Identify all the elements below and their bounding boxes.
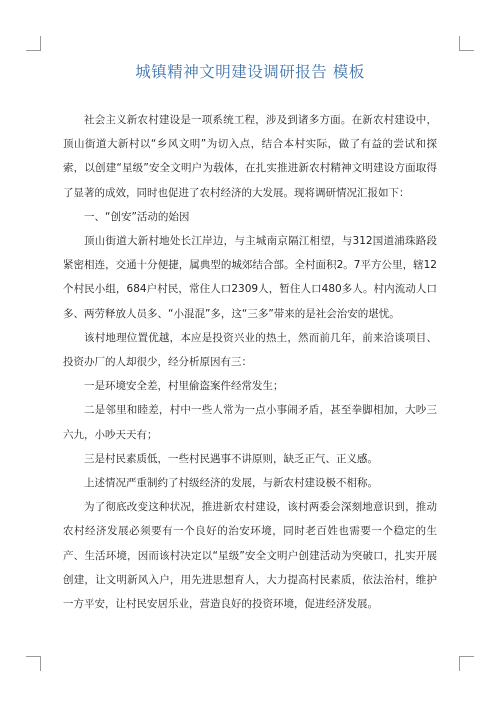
page-corner-mark-top-right — [459, 36, 474, 51]
paragraph-village-profile: 顶山街道大新村地处长江岸边，与主城南京隔江相望，与312国道浦珠路段紧密相连，交通十分便捷，属典型的城郊结合部。全村面积2。7平方公里，辖12个村民小组，684户村民，常住人口2309人，暂住人口480多人。村内流动人口多、两劳释放人员多、“小混混”多，这“三多”带来的是社会治安的堪忧。 — [63, 235, 437, 320]
paragraph-intro: 社会主义新农村建设是一项系统工程，涉及到诸多方面。在新农村建设中，顶山街道大新村以“乡风文明”为切入点，结合本村实际，做了有益的尝试和探索，以创建“星级”安全文明户为载体，在扎实推进新农村精神文明建设方面取得了显著的成效，同时也促进了农村经济的大发展。现将调研情况汇报如下： — [63, 114, 437, 199]
page-corner-mark-bottom-left — [26, 656, 41, 671]
paragraph-reason-three: 三是村民素质低，一些村民遇事不讲原则，缺乏正气、正义感。 — [84, 452, 378, 465]
paragraph-reasons-intro: 该村地理位置优越，本应是投资兴业的热土，然而前几年，前来洽谈项目、投资办厂的人却很少，经分析原因有三： — [63, 331, 437, 369]
paragraph-reason-one: 一是环境安全差，村里偷盗案件经常发生； — [84, 380, 284, 393]
document-title: 城镇精神文明建设调研报告 模板 — [135, 63, 365, 81]
page-corner-mark-top-left — [26, 36, 41, 51]
document-body — [63, 60, 437, 616]
page-corner-mark-bottom-right — [459, 656, 474, 671]
paragraph-action: 为了彻底改变这种状况，推进新农村建设，该村两委会深刻地意识到，推动农村经济发展必须要有一个良好的治安环境，同时老百姓也需要一个稳定的生产、生活环境，因而该村决定以“星级”安全文明户创建活动为突破口，扎实开展创建，让文明新风入户，用先进思想育人，大力提高村民素质，依法治村，维护一方平安，让村民安居乐业，营造良好的投资环境，促进经济发展。 — [63, 501, 437, 611]
paragraph-reason-two: 二是邻里和睦差，村中一些人常为一点小事闹矛盾，甚至拳脚相加，大吵三六九，小吵天天有； — [63, 404, 437, 441]
paragraph-summary: 上述情况严重制约了村级经济的发展，与新农村建设极不相称。 — [84, 477, 378, 490]
section-heading: 一、“创安”活动的始因 — [84, 210, 190, 223]
